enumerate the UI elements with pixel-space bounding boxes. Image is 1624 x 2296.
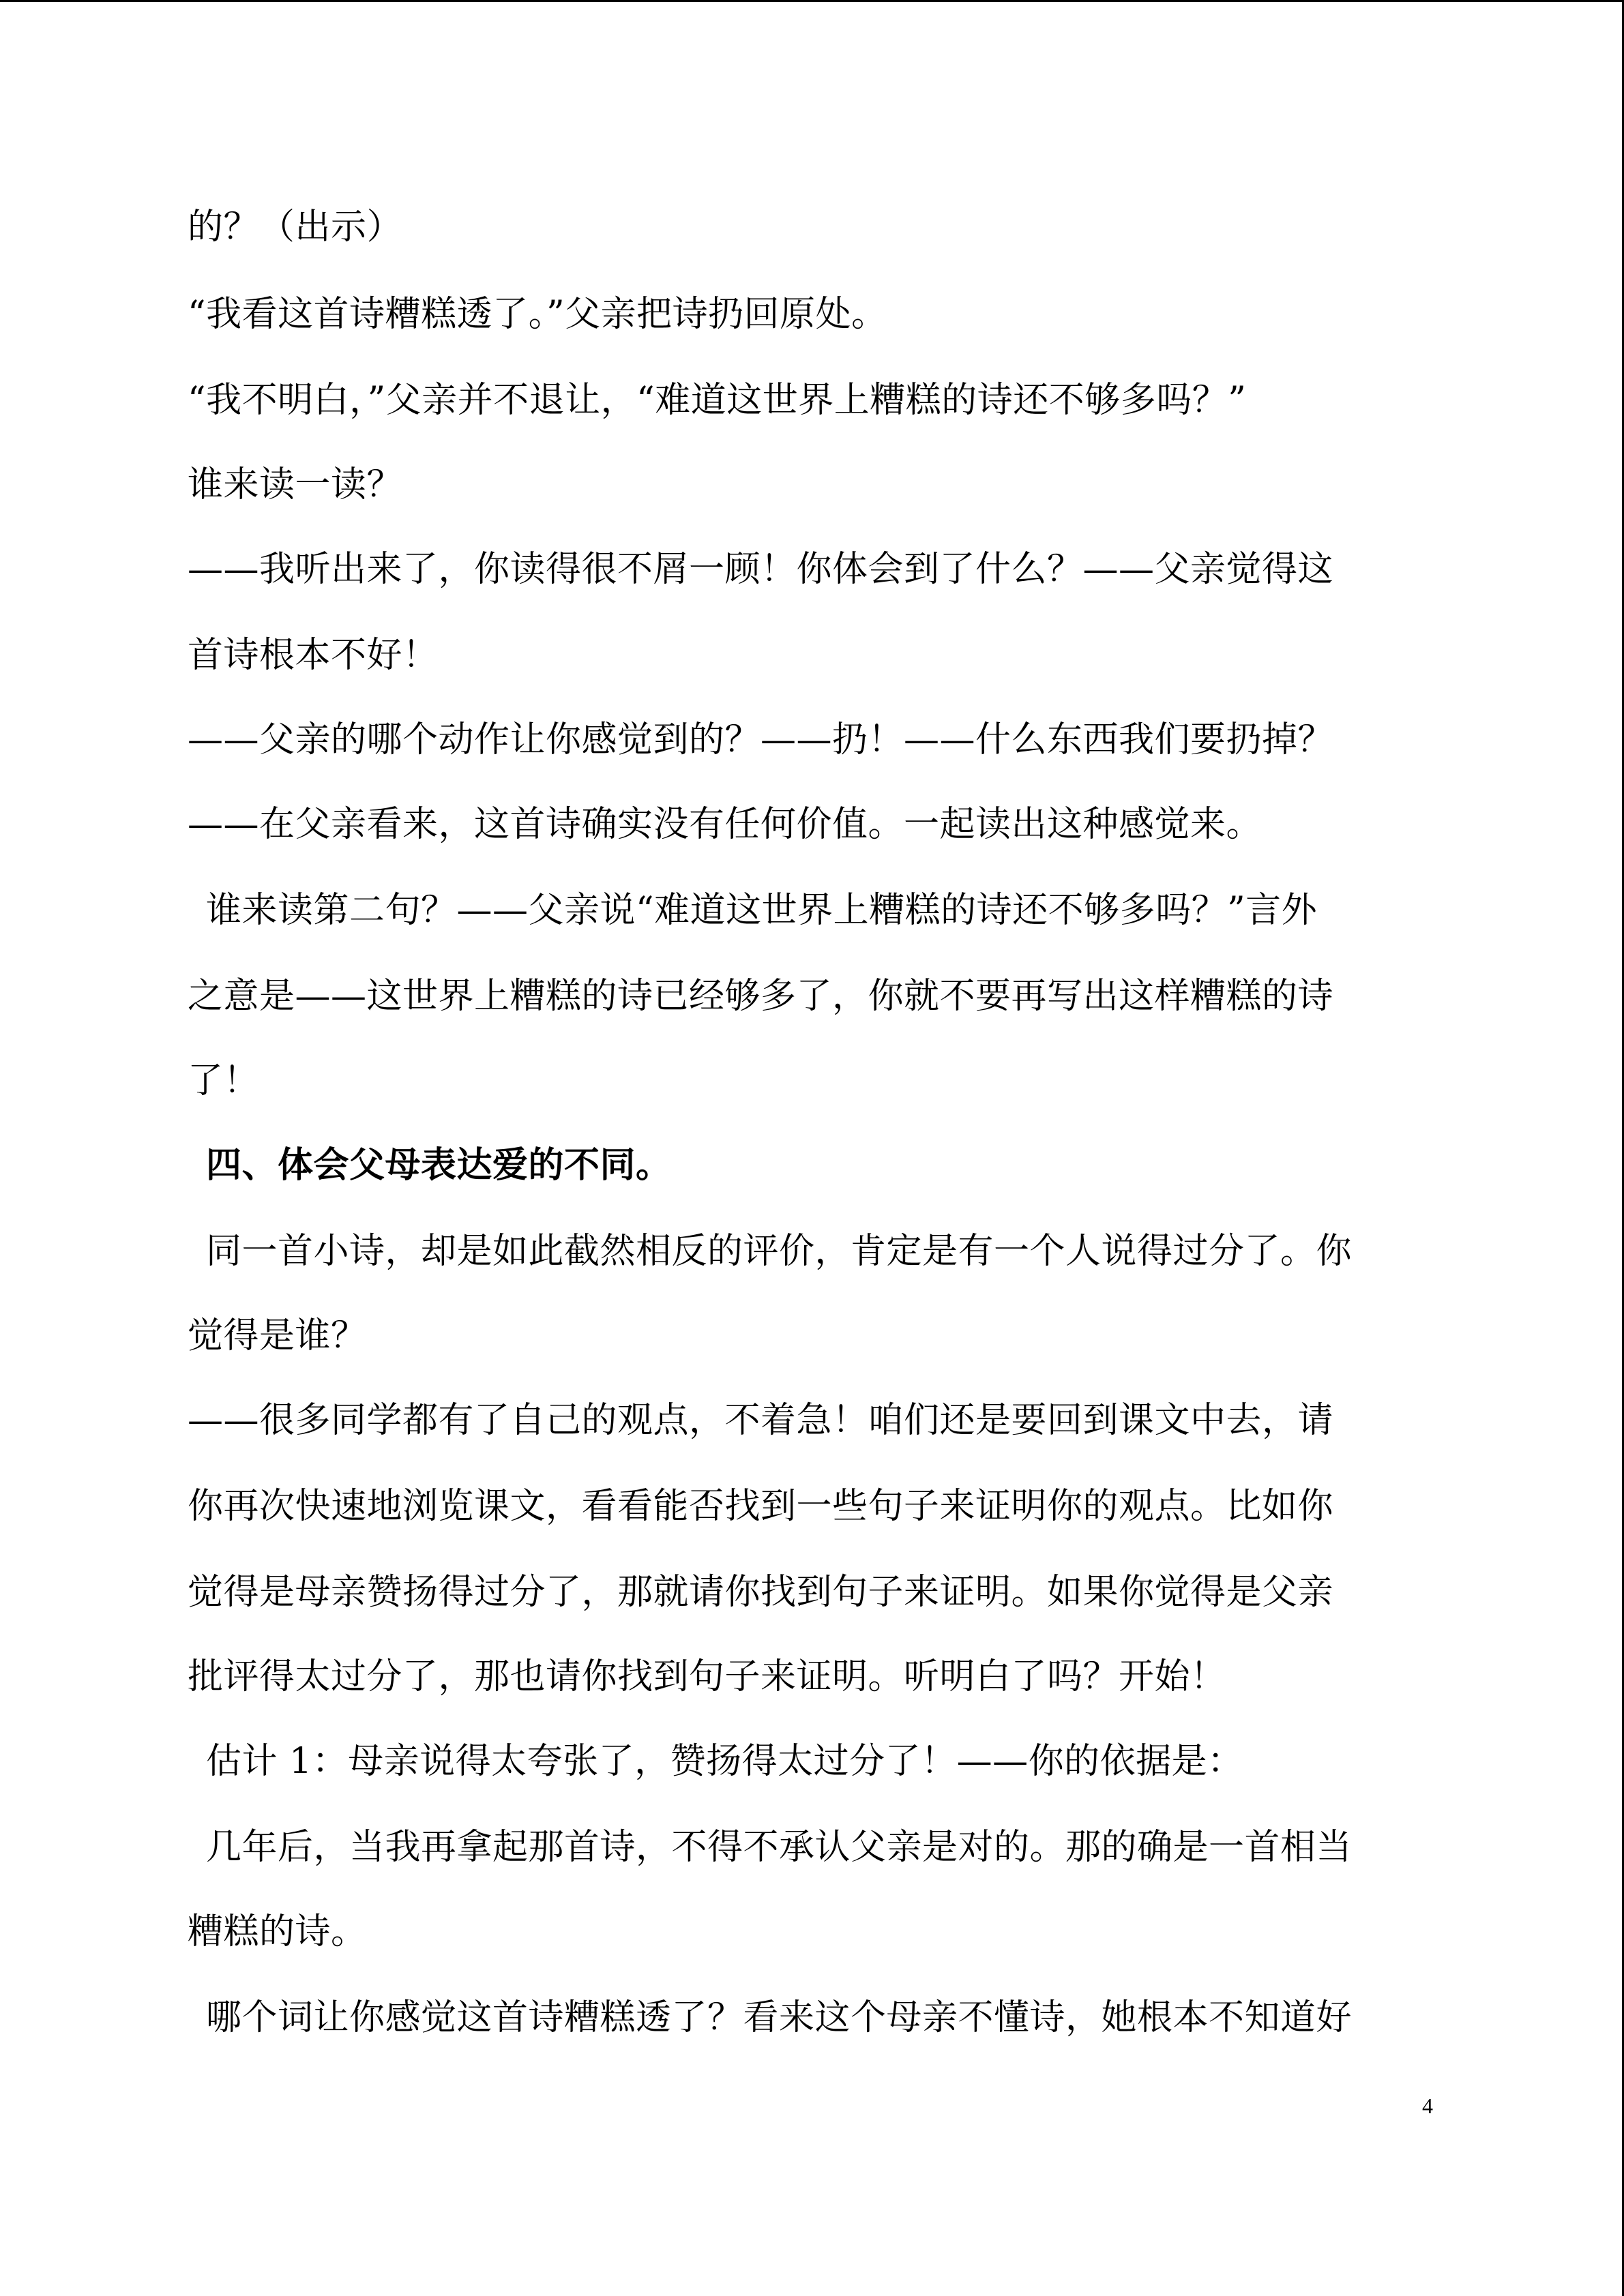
text-line: 几年后，当我再拿起那首诗，不得不承认父亲是对的。那的确是一首相当 xyxy=(206,1827,1353,1868)
section-heading: 四、体会父母表达爱的不同。 xyxy=(206,1144,672,1186)
text-line: 你再次快速地浏览课文，看看能否找到一些句子来证明你的观点。比如你 xyxy=(188,1486,1334,1527)
text-line: 之意是——这世界上糟糕的诗已经够多了，你就不要再写出这样糟糕的诗 xyxy=(188,976,1334,1017)
text-line: ——很多同学都有了自己的观点，不着急！咱们还是要回到课文中去，请 xyxy=(188,1400,1334,1441)
text-line: 谁来读一读？ xyxy=(188,464,403,505)
text-line: 哪个词让你感觉这首诗糟糕透了？看来这个母亲不懂诗，她根本不知道好 xyxy=(206,1997,1353,2038)
page-number: 4 xyxy=(1422,2093,1433,2118)
text-line: “我看这首诗糟糕透了。”父亲把诗扔回原处。 xyxy=(188,294,887,335)
text-line: 批评得太过分了，那也请你找到句子来证明。听明白了吗？开始！ xyxy=(188,1656,1226,1697)
text-line: ——我听出来了，你读得很不屑一顾！你体会到了什么？——父亲觉得这 xyxy=(188,549,1334,590)
text-line: 的？（出示） xyxy=(188,207,403,248)
text-line: 首诗根本不好！ xyxy=(188,635,439,676)
text-line: 估计 1：母亲说得太夸张了，赞扬得太过分了！——你的依据是： xyxy=(206,1741,1243,1782)
text-line: “我不明白，”父亲并不退让，“难道这世界上糟糕的诗还不够多吗？” xyxy=(188,380,1247,421)
text-line: 觉得是母亲赞扬得过分了，那就请你找到句子来证明。如果你觉得是父亲 xyxy=(188,1572,1334,1613)
text-line: ——在父亲看来，这首诗确实没有任何价值。一起读出这种感觉来。 xyxy=(188,804,1263,845)
text-line: 谁来读第二句？——父亲说“难道这世界上糟糕的诗还不够多吗？”言外 xyxy=(206,890,1318,931)
text-line: ——父亲的哪个动作让你感觉到的？——扔！——什么东西我们要扔掉？ xyxy=(188,719,1334,760)
text-line: 觉得是谁？ xyxy=(188,1315,367,1356)
text-line: 了！ xyxy=(188,1060,260,1101)
top-border-line xyxy=(0,0,1624,2)
text-line: 同一首小诗，却是如此截然相反的评价，肯定是有一个人说得过分了。你 xyxy=(206,1231,1353,1272)
text-line: 糟糕的诗。 xyxy=(188,1911,367,1952)
